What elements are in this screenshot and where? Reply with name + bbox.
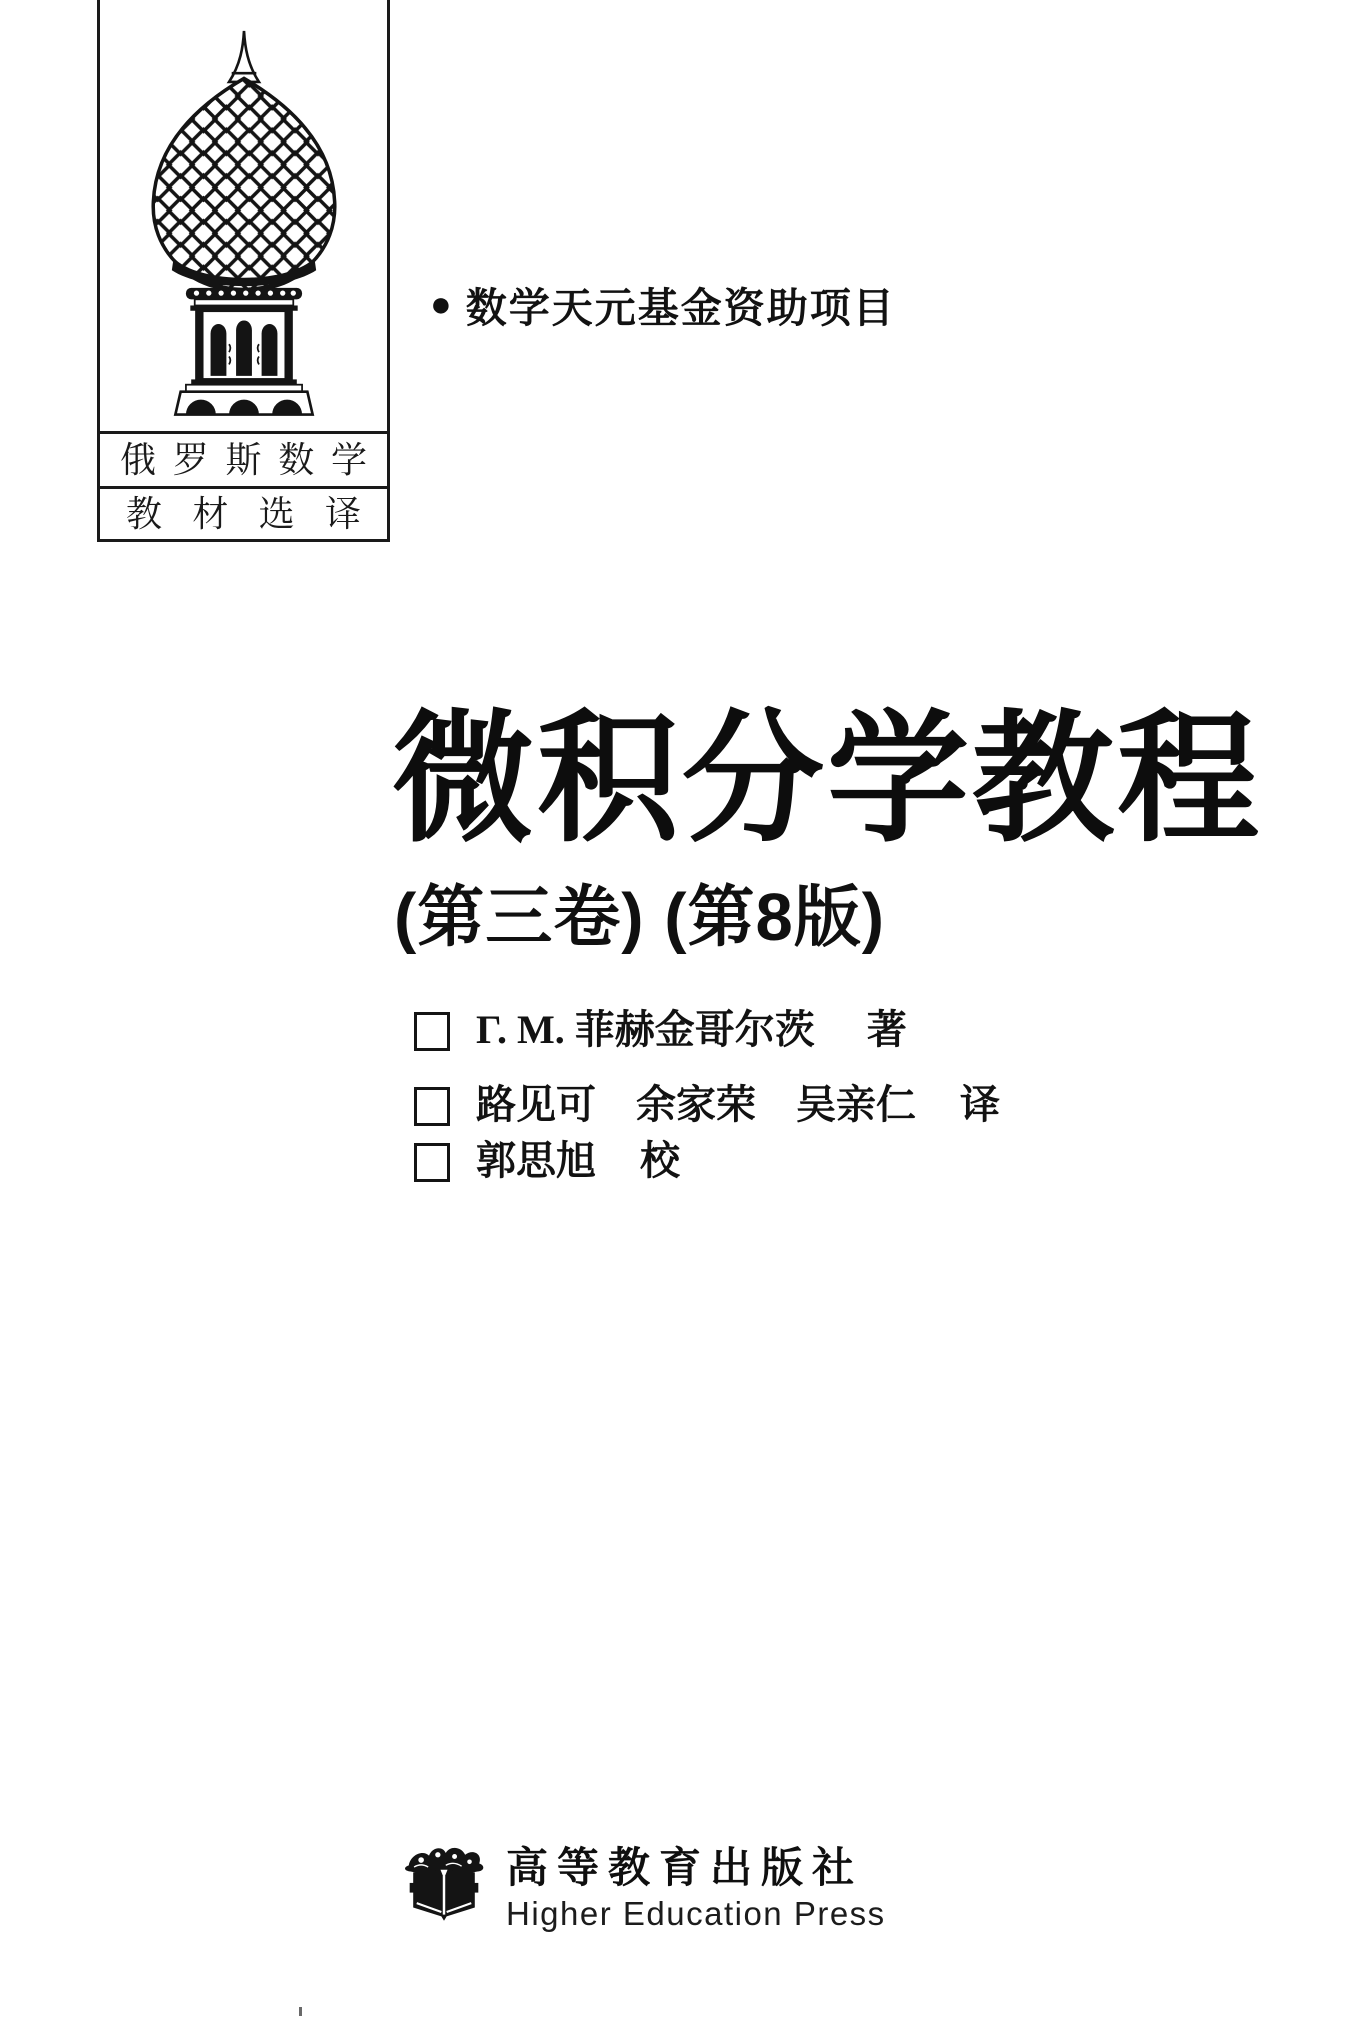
series-char: 罗 (172, 439, 209, 480)
proofreader-role: 校 (640, 1138, 680, 1183)
series-name-row-2 (100, 489, 387, 539)
square-marker-icon (414, 1012, 450, 1051)
square-marker-icon (414, 1087, 450, 1126)
author-row (414, 1006, 907, 1054)
translators-names: 路见可 余家荣 吴亲仁 (476, 1082, 916, 1127)
series-char: 选 (258, 493, 295, 534)
bullet-icon: ● (430, 283, 452, 324)
publisher-name-zh: 高等教育出版社 (506, 1844, 864, 1891)
translators-row (414, 1081, 1000, 1129)
proofreader-name: 郭思旭 (476, 1138, 596, 1183)
series-char: 学 (330, 439, 367, 480)
square-marker-icon (414, 1143, 450, 1182)
series-logo-box (97, 0, 390, 542)
series-char: 材 (192, 493, 229, 534)
series-char: 俄 (120, 439, 157, 480)
open-book-logo-icon (400, 1842, 488, 1930)
series-char: 教 (126, 493, 163, 534)
publisher-name-en: Higher Education Press (506, 1895, 886, 1932)
series-name-row-1 (100, 434, 387, 489)
proofreader-row (414, 1137, 680, 1185)
volume-edition-subtitle: (第三卷) (第8版) (394, 880, 886, 955)
publisher-names (506, 1842, 886, 1934)
series-char: 斯 (225, 439, 262, 480)
series-char: 译 (324, 493, 361, 534)
publisher-block (400, 1842, 886, 1934)
funding-note-text: 数学天元基金资助项目 (465, 284, 896, 331)
author-name: Г. М. 菲赫金哥尔茨 (476, 1007, 815, 1052)
translators-role: 译 (960, 1082, 1000, 1127)
series-char: 数 (278, 439, 315, 480)
author-role: 著 (866, 1007, 907, 1052)
funding-note (430, 280, 896, 331)
tower-illustration-area (100, 0, 387, 434)
book-title: 微积分学教程 (392, 700, 1262, 859)
onion-dome-tower-icon (112, 11, 376, 431)
scan-speck (299, 2007, 302, 2016)
